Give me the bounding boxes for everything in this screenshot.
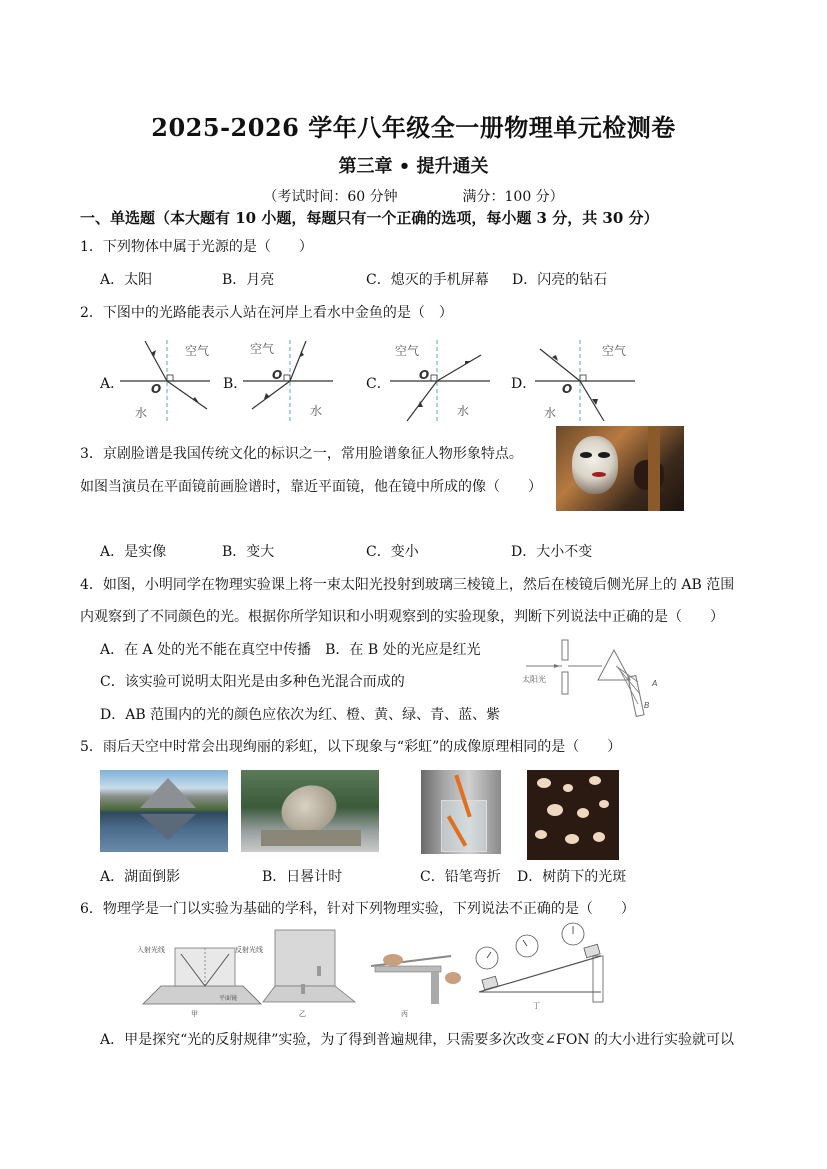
sunlight-label: 太阳光 (522, 675, 546, 684)
q2b-origin: O (272, 368, 283, 382)
q4-option-ab: A．在 A 处的光不能在真空中传播 B．在 B 处的光应是红光 (100, 642, 481, 658)
point-a-label: A (652, 679, 658, 688)
q1-option-c: C．熄灭的手机屏幕 (366, 272, 489, 288)
q4-option-c: C．该实验可说明太阳光是由多种色光混合而成的 (100, 674, 405, 690)
question-4-stem-line1: 4．如图，小明同学在物理实验课上将一束太阳光投射到玻璃三棱镜上，然后在棱镜后侧光屏上的 AB 范围 (80, 577, 735, 593)
incident-ray-label: 入射光线 (137, 946, 165, 954)
mirror-label: 平面镜 (219, 995, 238, 1002)
q2d-water-label: 水 (544, 406, 557, 420)
q1-option-b: B．月亮 (222, 272, 275, 288)
prism-diagram (520, 636, 670, 720)
opera-mask-photo (556, 426, 684, 511)
question-3-stem-line1: 3．京剧脸谱是我国传统文化的标识之一，常用脸谱象征人物形象特点。 (80, 446, 523, 462)
exam-time: （考试时间：60 分钟 (263, 189, 398, 205)
q2-diagram-b (238, 335, 338, 425)
page-title: 2025-2026 学年八年级全一册物理单元检测卷 (151, 113, 676, 142)
q5-option-b: B．日晷计时 (262, 869, 343, 885)
exam-meta (0, 186, 827, 206)
q2-diagram-c (385, 335, 495, 425)
q2d-air-label: 空气 (602, 344, 627, 358)
q2c-air-label: 空气 (395, 344, 420, 358)
q2-diagram-d (530, 335, 640, 425)
q5-option-c: C．铅笔弯折 (420, 869, 501, 885)
q2a-water-label: 水 (135, 406, 148, 420)
lake-reflection-photo (100, 770, 228, 852)
q2c-water-label: 水 (457, 404, 470, 418)
section-heading: 一、单选题（本大题有 10 小题，每题只有一个正确的选项，每小题 3 分，共 30 分） (80, 209, 659, 227)
q2-label-a: A． (100, 376, 125, 392)
sundial-photo (241, 770, 379, 852)
q5-option-a: A．湖面倒影 (100, 869, 181, 885)
q2a-air-label: 空气 (185, 344, 210, 358)
fig-bing-label: 丙 (401, 1010, 408, 1018)
q4-option-d: D．AB 范围内的光的颜色应依次为红、橙、黄、绿、青、蓝、紫 (100, 707, 501, 723)
q2-label-c: C． (366, 376, 391, 392)
q2-diagram-a (115, 335, 215, 425)
q5-option-d: D．树荫下的光斑 (517, 869, 627, 885)
light-spots-photo (527, 770, 619, 860)
q2a-origin: O (151, 382, 162, 396)
bent-pencil-photo (421, 770, 501, 854)
question-3-stem-line2: 如图当演员在平面镜前画脸谱时，靠近平面镜，他在镜中所成的像（ ） (80, 479, 542, 495)
fig-yi-label: 乙 (299, 1010, 306, 1018)
fig-jia-label: 甲 (191, 1010, 198, 1018)
q3-option-b: B．变大 (222, 544, 275, 560)
point-b-label: B (644, 701, 650, 710)
question-2-stem: 2．下图中的光路能表示人站在河岸上看水中金鱼的是（ ） (80, 305, 453, 321)
q3-option-d: D．大小不变 (511, 544, 593, 560)
q6-option-a: A．甲是探究“光的反射规律”实验，为了得到普遍规律，只需要多次改变∠FON 的大小进行实验就可以 (100, 1032, 735, 1048)
q2b-air-label: 空气 (250, 342, 275, 356)
q3-option-a: A．是实像 (100, 544, 167, 560)
q1-option-a: A．太阳 (100, 272, 153, 288)
q6-experiments-figure (135, 922, 615, 1018)
question-5-stem: 5．雨后天空中时常会出现绚丽的彩虹，以下现象与“彩虹”的成像原理相同的是（ ） (80, 739, 622, 755)
fig-ding-label: 丁 (533, 1002, 540, 1010)
question-1-stem: 1．下列物体中属于光源的是（ ） (80, 239, 313, 255)
q3-option-c: C．变小 (366, 544, 419, 560)
exam-score: 满分：100 分） (462, 189, 564, 205)
question-6-stem: 6．物理学是一门以实验为基础的学科，针对下列物理实验，下列说法不正确的是（ ） (80, 901, 635, 917)
q2c-origin: O (419, 368, 430, 382)
q2b-water-label: 水 (310, 404, 323, 418)
reflected-ray-label: 反射光线 (235, 946, 263, 954)
q1-option-d: D．闪亮的钻石 (512, 272, 608, 288)
question-4-stem-line2: 内观察到了不同颜色的光。根据你所学知识和小明观察到的实验现象，判断下列说法中正确的是（ ） (80, 609, 724, 625)
q2-label-b: B． (223, 376, 248, 392)
page-subtitle: 第三章 • 提升通关 (338, 156, 489, 177)
q2d-origin: O (562, 382, 573, 396)
q2-label-d: D． (511, 376, 537, 392)
